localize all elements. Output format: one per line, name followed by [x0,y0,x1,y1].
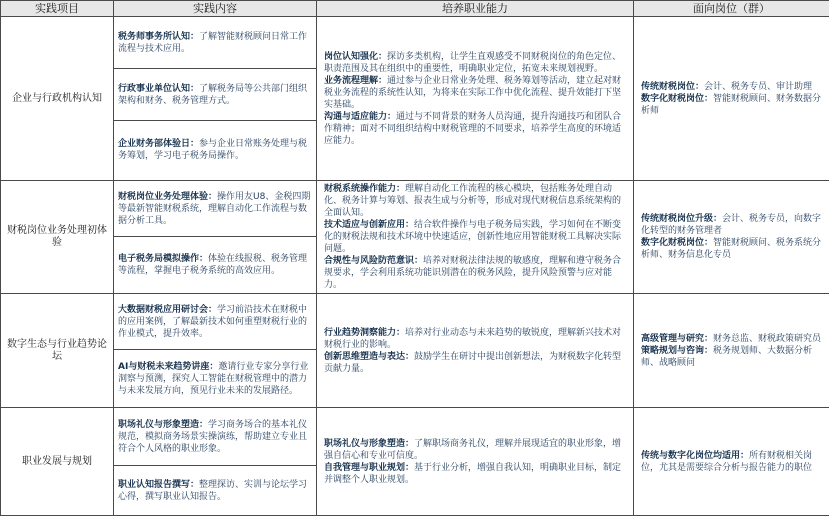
content-item: 财税岗位业务处理体验：操作用友U8、金税四期等最新智能财税系统，理解自动化工作流程与数据分析工具。 [114,181,316,237]
project-name: 财税岗位业务处理初体验 [1,181,114,294]
ability-item: 合规性与风险防范意识：培养对财税法律法规的敏感度，理解和遵守税务合规要求，学会利用系统功能识别潜在的税务风险，提升风险预警与应对能力。 [324,255,626,291]
project-name: 企业与行政机构认知 [1,17,114,181]
header-row [1,1,829,17]
ability-item: 职场礼仪与形象塑造：了解职场商务礼仪，理解并展现适宜的职业形象，增强自信心和专业可信度。 [324,438,626,462]
content-item: 职业认知报告撰写：整理探访、实训与论坛学习心得，撰写职业认知报告。 [114,466,316,515]
position-item: 数字化财税岗位：智能财税顾问、财务数据分析师 [641,93,822,117]
table-row [1,408,829,516]
position-cell [634,408,829,516]
position-item: 传统财税岗位升级：会计、税务专员，向数字化转型的财务管理者 [641,213,822,237]
header-position: 面向岗位（群） [634,1,829,17]
content-item: 职场礼仪与形象塑造：学习商务场合的基本礼仪规范，模拟商务场景实操演练，帮助建立专业且符合个人风格的职业形象。 [114,408,316,466]
table-row [1,181,829,294]
position-item: 策略规划与咨询：税务规划师、大数据分析师、战略顾问 [641,345,822,369]
content-item: AI与财税未来趋势讲座：邀请行业专家分享行业洞察与预测，探究人工智能在财税管理中的潜力与未来发展方向，预见行业未来的发展路径。 [114,350,316,407]
content-item: 大数据财税应用研讨会：学习前沿技术在财税中的应用案例，了解最新技术如何重塑财税行业的作业模式，提升效率。 [114,294,316,350]
ability-item: 业务流程理解：通过参与企业日常业务处理、税务筹划等活动，建立起对财税业务流程的系统性认知，为将来在实际工作中优化流程、提升效能打下坚实基础。 [324,75,626,111]
header-ability: 培养职业能力 [317,1,634,17]
content-item: 企业财务部体验日：参与企业日常账务处理与税务筹划，学习电子税务局操作。 [114,121,316,179]
header-project: 实践项目 [1,1,114,17]
ability-cell [317,181,634,294]
ability-item: 财税系统操作能力：理解自动化工作流程的核心模块，包括账务处理自动化、税务计算与筹划、报表生成与分析等，形成对现代财税信息系统架构的全面认知。 [324,183,626,219]
practice-content [114,408,317,516]
ability-item: 沟通与适应能力：通过与不同背景的财务人员沟通，提升沟通技巧和团队合作精神；面对不同组织结构中财税管理的不同要求，培养学生高度的环境适应能力。 [324,111,626,147]
content-item: 行政事业单位认知：了解税务局等公共部门组织架构和财务、税务管理方式。 [114,69,316,121]
content-item: 税务师事务所认知：了解智能财税顾问日常工作流程与技术应用。 [114,17,316,69]
ability-item: 技术适应与创新应用：结合软件操作与电子税务局实践，学习如何在不断变化的财税法规和技术环境中快速适应，创新性地应用智能财税工具解决实际问题。 [324,219,626,255]
ability-item: 创新思维塑造与表达：鼓励学生在研讨中提出创新想法，为财税数字化转型贡献力量。 [324,351,626,375]
project-name: 职业发展与规划 [1,408,114,516]
ability-cell [317,408,634,516]
practice-content [114,294,317,408]
ability-item: 自我管理与职业规划：基于行业分析，增强自我认知，明确职业目标，制定并调整个人职业规划。 [324,462,626,486]
position-item: 数字化财税岗位：智能财税顾问、税务系统分析师、财务信息化专员 [641,237,822,261]
table-row [1,17,829,181]
content-item: 电子税务局模拟操作：体验在线报税、税务管理等流程，掌握电子税务系统的高效应用。 [114,237,316,292]
position-item: 传统与数字化岗位均适用：所有财税相关岗位，尤其是需要综合分析与报告能力的职位 [641,450,822,474]
ability-cell [317,17,634,181]
practice-content [114,17,317,181]
ability-item: 岗位认知强化：探访多类机构，让学生直观感受不同财税岗位的角色定位、职责范围及其在组织中的重要性，明确职业定位，拓宽未来规划视野。 [324,51,626,75]
position-item: 传统财税岗位：会计、税务专员、审计助理 [641,81,822,93]
position-cell [634,17,829,181]
ability-cell [317,294,634,408]
table-row [1,294,829,408]
position-cell [634,181,829,294]
practice-content [114,181,317,294]
ability-item: 行业趋势洞察能力：培养对行业动态与未来趋势的敏锐度，理解新兴技术对财税行业的影响。 [324,327,626,351]
header-content: 实践内容 [114,1,317,17]
position-item: 高级管理与研究：财务总监、财税政策研究员 [641,333,822,345]
project-name: 数字生态与行业趋势论坛 [1,294,114,408]
position-cell [634,294,829,408]
